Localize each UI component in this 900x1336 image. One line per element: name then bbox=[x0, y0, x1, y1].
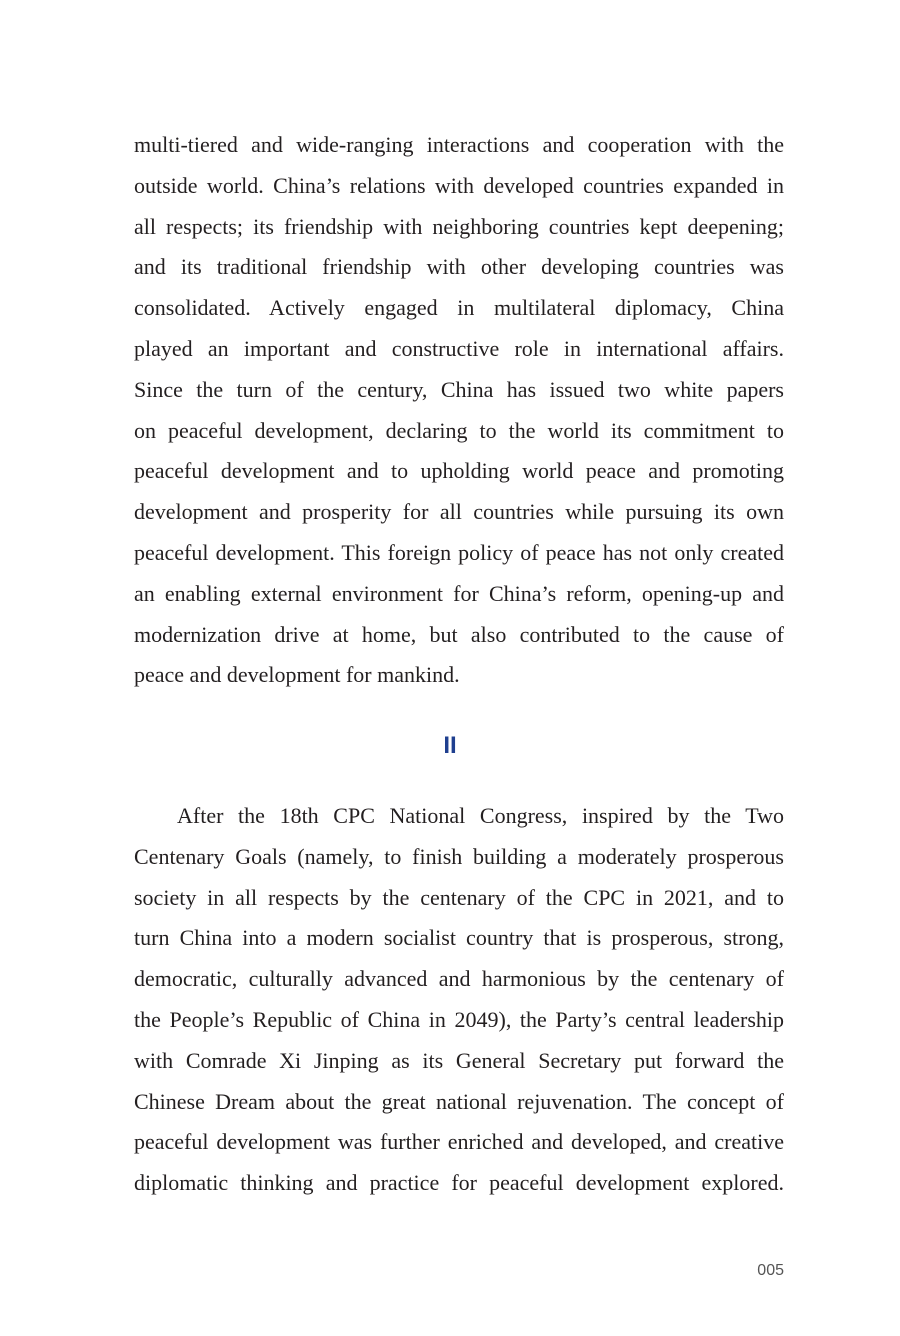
paragraph-line: multi-tiered and wide-ranging interactions and cooperation with the bbox=[134, 132, 784, 157]
paragraph-line: the People’s Republic of China in 2049), the Party’s central leadership bbox=[134, 1006, 784, 1032]
paragraph-line: diplomatic thinking and practice for peaceful development explored. bbox=[134, 1170, 784, 1196]
paragraph-line: and its traditional friendship with other developing countries was bbox=[134, 254, 784, 280]
paragraph-line: peaceful development was further enriched and developed, and creative bbox=[134, 1129, 784, 1155]
paragraph-line: After the 18th CPC National Congress, inspired by the Two bbox=[177, 803, 784, 828]
paragraph-line: peace and development for mankind. bbox=[134, 662, 460, 688]
section-heading: II bbox=[443, 732, 457, 759]
paragraph-line: with Comrade Xi Jinping as its General Secretary put forward the bbox=[134, 1047, 784, 1073]
paragraph-line: peaceful development and to upholding world peace and promoting bbox=[134, 458, 784, 484]
paragraph-1 bbox=[134, 125, 784, 696]
paragraph-2 bbox=[134, 796, 784, 1204]
paragraph-line: outside world. China’s relations with developed countries expanded in bbox=[134, 172, 784, 198]
paragraph-line: on peaceful development, declaring to the world its commitment to bbox=[134, 417, 784, 443]
page-number: 005 bbox=[757, 1262, 784, 1279]
paragraph-line: consolidated. Actively engaged in multilateral diplomacy, China bbox=[134, 295, 784, 321]
paragraph-line: modernization drive at home, but also contributed to the cause of bbox=[134, 621, 784, 647]
paragraph-line: played an important and constructive role in international affairs. bbox=[134, 335, 784, 361]
paragraph-line: Centenary Goals (namely, to finish building a moderately prosperous bbox=[134, 843, 784, 869]
paragraph-line: all respects; its friendship with neighboring countries kept deepening; bbox=[134, 213, 784, 239]
paragraph-line: turn China into a modern socialist country that is prosperous, strong, bbox=[134, 925, 784, 951]
paragraph-line: peaceful development. This foreign policy of peace has not only created bbox=[134, 539, 784, 565]
paragraph-line: Since the turn of the century, China has issued two white papers bbox=[134, 376, 784, 402]
paragraph-line: democratic, culturally advanced and harmonious by the centenary of bbox=[134, 966, 784, 992]
paragraph-line: development and prosperity for all countries while pursuing its own bbox=[134, 499, 784, 525]
paragraph-line: society in all respects by the centenary of the CPC in 2021, and to bbox=[134, 884, 784, 910]
paragraph-line: an enabling external environment for China’s reform, opening-up and bbox=[134, 580, 784, 606]
paragraph-line: Chinese Dream about the great national rejuvenation. The concept of bbox=[134, 1088, 784, 1114]
